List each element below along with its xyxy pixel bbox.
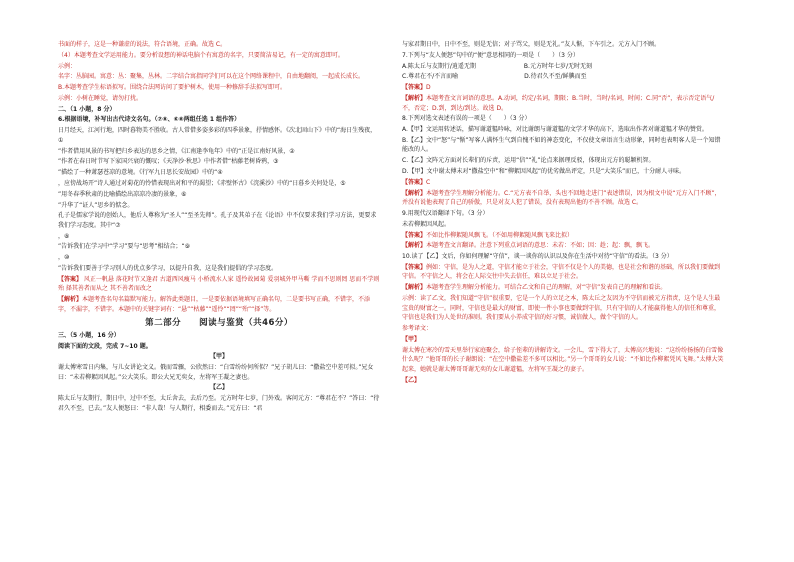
text-line: 【甲】 [402,335,421,343]
line-text: 风正一帆悬 落花时节又逢君 古道西风瘦马 小桥流水人家 遥怜故园菊 爱羽城外甲马嘶 学而不思则罔 思而不学则殆 择其善者而从之 其不善者而改之 [58,275,380,293]
answer-tag: 【答案】 [402,178,427,186]
text-line [402,189,724,208]
text-line: ，⑩ [58,254,70,262]
text-line [402,94,724,113]
text-line: A.陈太丘与友期行/逍遥无期 B.元方时年七岁/无时无刻 [402,62,592,70]
text-line: 【乙】 [402,376,421,384]
text-line: 谢太傅在寒冷的雪天里举行家庭聚会，给子侄辈的讲解诗文。一会儿，雪下得大了，太傅高兴地说：“这纷纷扬扬的白雪像什么呢？”他哥哥的长子谢朗说：“在空中撒盐差不多可以相比。”另一个哥哥的女儿说：“不如比作柳絮凭风飞舞。”太傅大笑起来，她就是谢太傅哥哥谢无奕的女儿谢道韫，左将军王凝之的妻子。 [402,346,724,373]
text-line: 名字：丛脑园。寓意：丛：聚集，丛林。二字结合寓指同学们可以在这个网络课程中，自由地翻阅，一起成长成长。 [58,73,365,81]
text-line: 示例： [58,62,77,70]
text-line: ”告诉我们在学习中“学习”要与“思考”相结合；“⑨ [58,243,191,251]
answer-tag: 【答案】 [402,231,427,239]
text-line: 10.读了【乙】文后，你如何理解“守信”，谈一谈你的认识以及你在生活中对待“守信”的看法。（3 分） [402,253,673,261]
text-line: 9.用现代汉语翻译下句。（3 分） [402,209,489,217]
answer-tag: 【解析】 [402,242,427,250]
text-line: 6.根据语境，补写出古代诗文名句。（⑦⑧、⑥⑧两组任选 1 组作答） [58,116,241,124]
text-line: （4）本题考查文学运用能力。要分析设想的神话电脑个有寓意的名字，只要简洁易记，有一定的寓意即可。 [58,51,344,59]
left-column [58,40,380,510]
line-text: C [426,178,431,186]
text-line: 谢太傅寒雪日内集，与儿女讲论文义。俄而雪骤，公欣然曰：“白雪纷纷何所似？”兄子胡儿曰：“撒盐空中差可拟。”兄女曰：“未若柳絮因风起。”公大笑乐。即公大兄无奕女，左将军王凝之妻也。 [58,364,374,381]
line-text: 本题考查文言词语的意思。A.动词，约定/名词，期限；B.当时，当时/名词，时间；C.同“否”，表示否定语气/不，否定；D.到，到达/到达。故选 D。 [402,94,715,112]
answer-tag: 【解析】 [402,284,427,292]
text-line: 【乙】 [209,384,228,392]
text-line: 二、（1 小题，8 分） [58,105,116,113]
text-line [58,295,380,314]
text-line: 示例：小树在睡觉，请勿打扰。 [58,94,143,102]
text-line: ”作者借用风景的书写把归乡表达的思乡之情，《江南逢李龟年》中的“正是江南好风景，② [58,147,295,155]
text-line: B.本题考查学生标语拟写。围绕合法网访问了要护树木，使用一种修辞手法拟写即可。 [58,84,287,92]
text-line: 日月经天，江河行地，四时暮物美不胜收。古人常借多姿多彩的四季景象，抒情感怀。《次北固山下》中的“海日生残夜，① [58,127,377,144]
text-line: 孔子是儒家学说的创始人，他后人尊称为“圣人”“至圣先师”。孔子及其弟子在《论语》中不仅要求我们学习方法，更要求我们学习态度。其中“⑦ [58,212,377,229]
answer-tag: 【答案】 [402,84,427,92]
text-line: 未若柳絮因风起。 [402,220,451,228]
text-line [402,231,724,241]
text-line [402,83,724,93]
answer-tag: 【解析】 [402,189,427,197]
text-line: 与家君期日中，日中不至，则是无信；对子骂父，则是无礼。”友人惭，下车引之。元方入门不顾。 [402,41,661,48]
line-text: 本题考查学生理解分析能力。可结合乙文和自己的理解，对“守信”发表自己的理解和看法。 [426,284,667,292]
document-page [58,40,738,510]
text-line: 参考译文： [402,324,433,332]
line-text: 本题考查学生理解分析能力。C.“元方表不自举，头也不回地走进门”表述错误，因为根文中说“元方入门不顾”，并没有说他表现了自己的骄傲，只是对友人犯了错误，没有表现出他的不善不顾。故选 C。 [402,189,721,207]
line-text: D [426,84,431,92]
text-line [402,178,724,188]
section-divider: 第二部分 阅读与鉴赏（共46分） [145,317,293,328]
text-line: C.【乙】文阵元方面对长辈们的斥责，运用“信”“礼”论点来据理反驳，体现出元方的聪颖机智。 [402,157,655,165]
text-line: 【甲】 [209,353,228,361]
text-line [58,275,380,294]
text-line: ，⑧ [58,232,70,240]
text-line: 书面的样子，这是一种谦虚的说法，符合语境，正确。故选 C。 [58,41,227,48]
line-text: 本题考查文言翻译。注意下列重点词语的意思：未若：不如；因：趁；起：飘，飘飞。 [426,242,655,250]
answer-tag: 【解析】 [58,296,83,304]
answer-tag: 【解析】 [402,94,427,102]
text-line: D.【甲】文中谢太傅未对“撒盐空中”和“柳絮因风起”的优劣做出评定，只是“大笑乐”而已，十分耐人寻味。 [402,168,686,175]
text-line: 阅读下面的文段，完成 7~10 题。 [58,342,152,350]
text-line: A.【甲】文运用转述话，描写谢道韫吟咏，对比谢朗与谢道韫的文学才华的高下，选取出作者对谢道韫才华的赞赏。 [402,126,708,134]
text-line [402,241,724,251]
line-text: 本题考查名句名篇默写能力。解答此类题目，一是要依据语境填写正确名句，二是要书写正确，不错字，不添字，不漏字，不错字。本题中的关键字词有：“悬”“枯藤”“遥怜”“罔”“殆”“择”等。 [58,296,371,313]
text-line: 示例：读了乙文，我们知道“守信”很重要，它是一个人的立足之本，陈太丘之友因为不守信而被元方指责，这个是人生最宝贵的财富之一。同时，守信也是最大的财富，即使一件小事也要做到守信，只有守信的人才能赢得他人的信任和尊重，守信也是我们为人处世的准则。我们要从小养成守信的好习惯，诚信做人，做个守信的人。 [402,295,721,322]
text-line: ”描绘了一种萧瑟苍凉的意境。《行军九日思长安故园》中的“④ [58,169,223,177]
line-text: 例如：守信，是为人之道，守信才能立于社会，守信不仅是个人的美德，也是社会和谐的基础，所以我们要做到守信。不守信之人，将会在人际交往中失去信任，难以立足于社会。 [402,263,721,281]
text-line [402,263,724,282]
right-column [402,40,724,510]
text-line: 7.下列与“友人便怒”句中的“便”意思相同的一项是（ ）（3 分） [402,51,579,59]
text-line: C.尊君在不/不言而喻 D.待君久不至/鲜腆而至 [402,73,587,81]
answer-tag: 【答案】 [58,275,83,283]
text-line: 陈太丘与友期行，期日中，过中不至，太丘舍去，去后乃至。元方时年七岁，门外戏。客问元方：“尊君在不？”答曰：“待君久不至，已去。”友人便怒曰：“非人哉！与人期行，相委而去。”元方曰：“君 [58,395,380,412]
text-line: ”作者在春日时节写下家国兴衰的慨叹；《天净沙·秋思》中作者借“枯藤老树昏鸦，③ [58,158,279,166]
text-line: ，应傍战场开”诗人通过对菊花的怜惜表现出对和平的渴望；《赤壁怀古》《浣溪沙》中的“日暮乡关何处是，⑤ [58,179,346,187]
text-line [402,283,724,293]
text-line: ”告诉我们要善于学习别人的优点多学习，以提升自我，这是我们提倡的学习态度。 [58,265,278,273]
text-line: B.【乙】文中“怒”与“惭”写客人满怀生气到自愧不如的神态变化，不仅使文章语言生动形象，同时也表明客人是一个知错能改的人。 [402,136,721,154]
text-line: ”升华了“证人”思乡的惦念。 [58,201,134,209]
answer-tag: 【答案】 [402,263,427,271]
line-text: 不如比作柳絮随风飘飞。（不如用柳絮随风飘飞来比拟） [426,231,574,239]
text-line: 三、（5 小题，16 分） [58,331,120,339]
text-line: ”用冬春季秋肃的比喻描绘出凉凉冷凄的景象，⑥ [58,190,187,198]
text-line: 8.下列对选文表述有误的一项是（ ）（3 分） [402,115,531,123]
